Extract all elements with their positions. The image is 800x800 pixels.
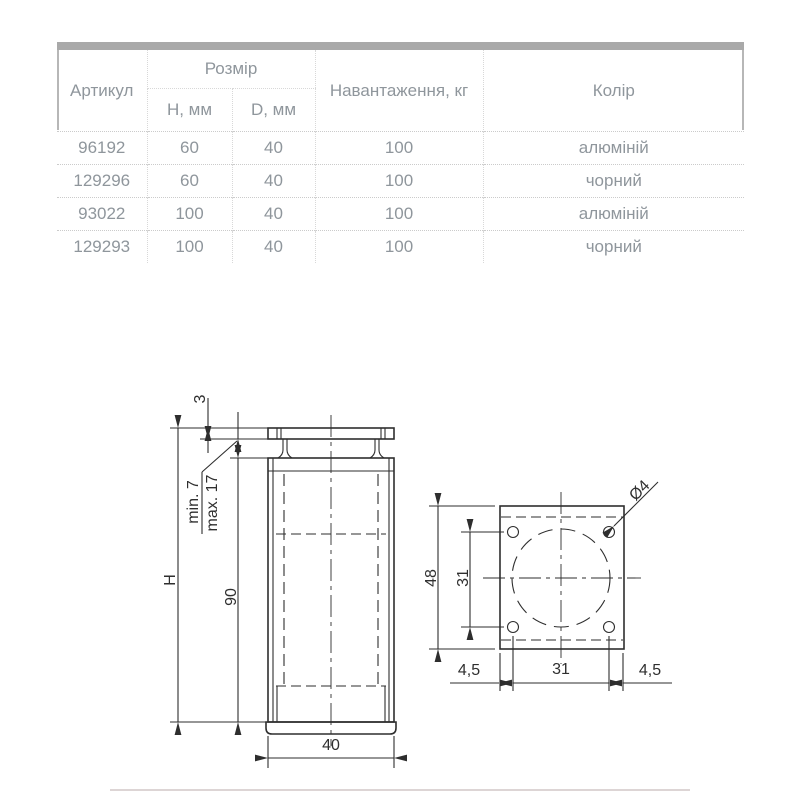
top-view-dimensions [423,477,672,691]
dim-adjust-min: min. 7 [185,480,202,524]
bottom-divider [110,789,690,791]
screw-hole [508,527,519,538]
front-view [162,394,396,768]
cell-article: 93022 [57,198,147,231]
cell-d: 40 [232,231,315,264]
dim-body-height: 90 [223,588,240,606]
dim-hole-spacing-horizontal: 31 [552,661,570,678]
screw-hole [508,622,519,633]
cell-load: 100 [315,198,483,231]
cell-h: 100 [147,231,232,264]
cell-h: 60 [147,132,232,165]
cell-load: 100 [315,231,483,264]
cell-color: алюміній [483,198,744,231]
cell-h: 100 [147,198,232,231]
col-header-h-mm: H, мм [147,89,232,132]
dim-plate-height: 48 [423,569,440,587]
dim-total-height: H [162,574,179,586]
dim-width: 40 [322,737,340,754]
cell-d: 40 [232,165,315,198]
front-view-dimensions [162,394,394,768]
stem-left [278,439,283,458]
cell-color: алюміній [483,132,744,165]
cell-color: чорний [483,165,744,198]
cell-h: 60 [147,165,232,198]
col-header-size-group: Розмір [147,50,315,89]
screw-hole [604,527,615,538]
dim-plate-thickness: 3 [192,394,209,404]
cell-d: 40 [232,132,315,165]
cell-article: 96192 [57,132,147,165]
dim-margin-left: 4,5 [457,662,481,679]
cell-color: чорний [483,231,744,264]
cell-d: 40 [232,198,315,231]
dim-hole-diameter: Ø4 [626,477,654,505]
col-header-d-mm: D, мм [232,89,315,132]
top-view [423,477,672,691]
cell-load: 100 [315,132,483,165]
stem-right [379,439,384,458]
dim-margin-right: 4,5 [638,662,662,679]
cell-load: 100 [315,165,483,198]
screw-hole [604,622,615,633]
col-header-article: Артикул [70,80,134,100]
cell-article: 129293 [57,231,147,264]
dim-adjust-max: max. 17 [204,474,221,532]
dim-hole-spacing-vertical: 31 [455,569,472,587]
col-header-load: Навантаження, кг [315,50,483,132]
col-header-color: Колір [483,50,744,132]
cell-article: 129296 [57,165,147,198]
